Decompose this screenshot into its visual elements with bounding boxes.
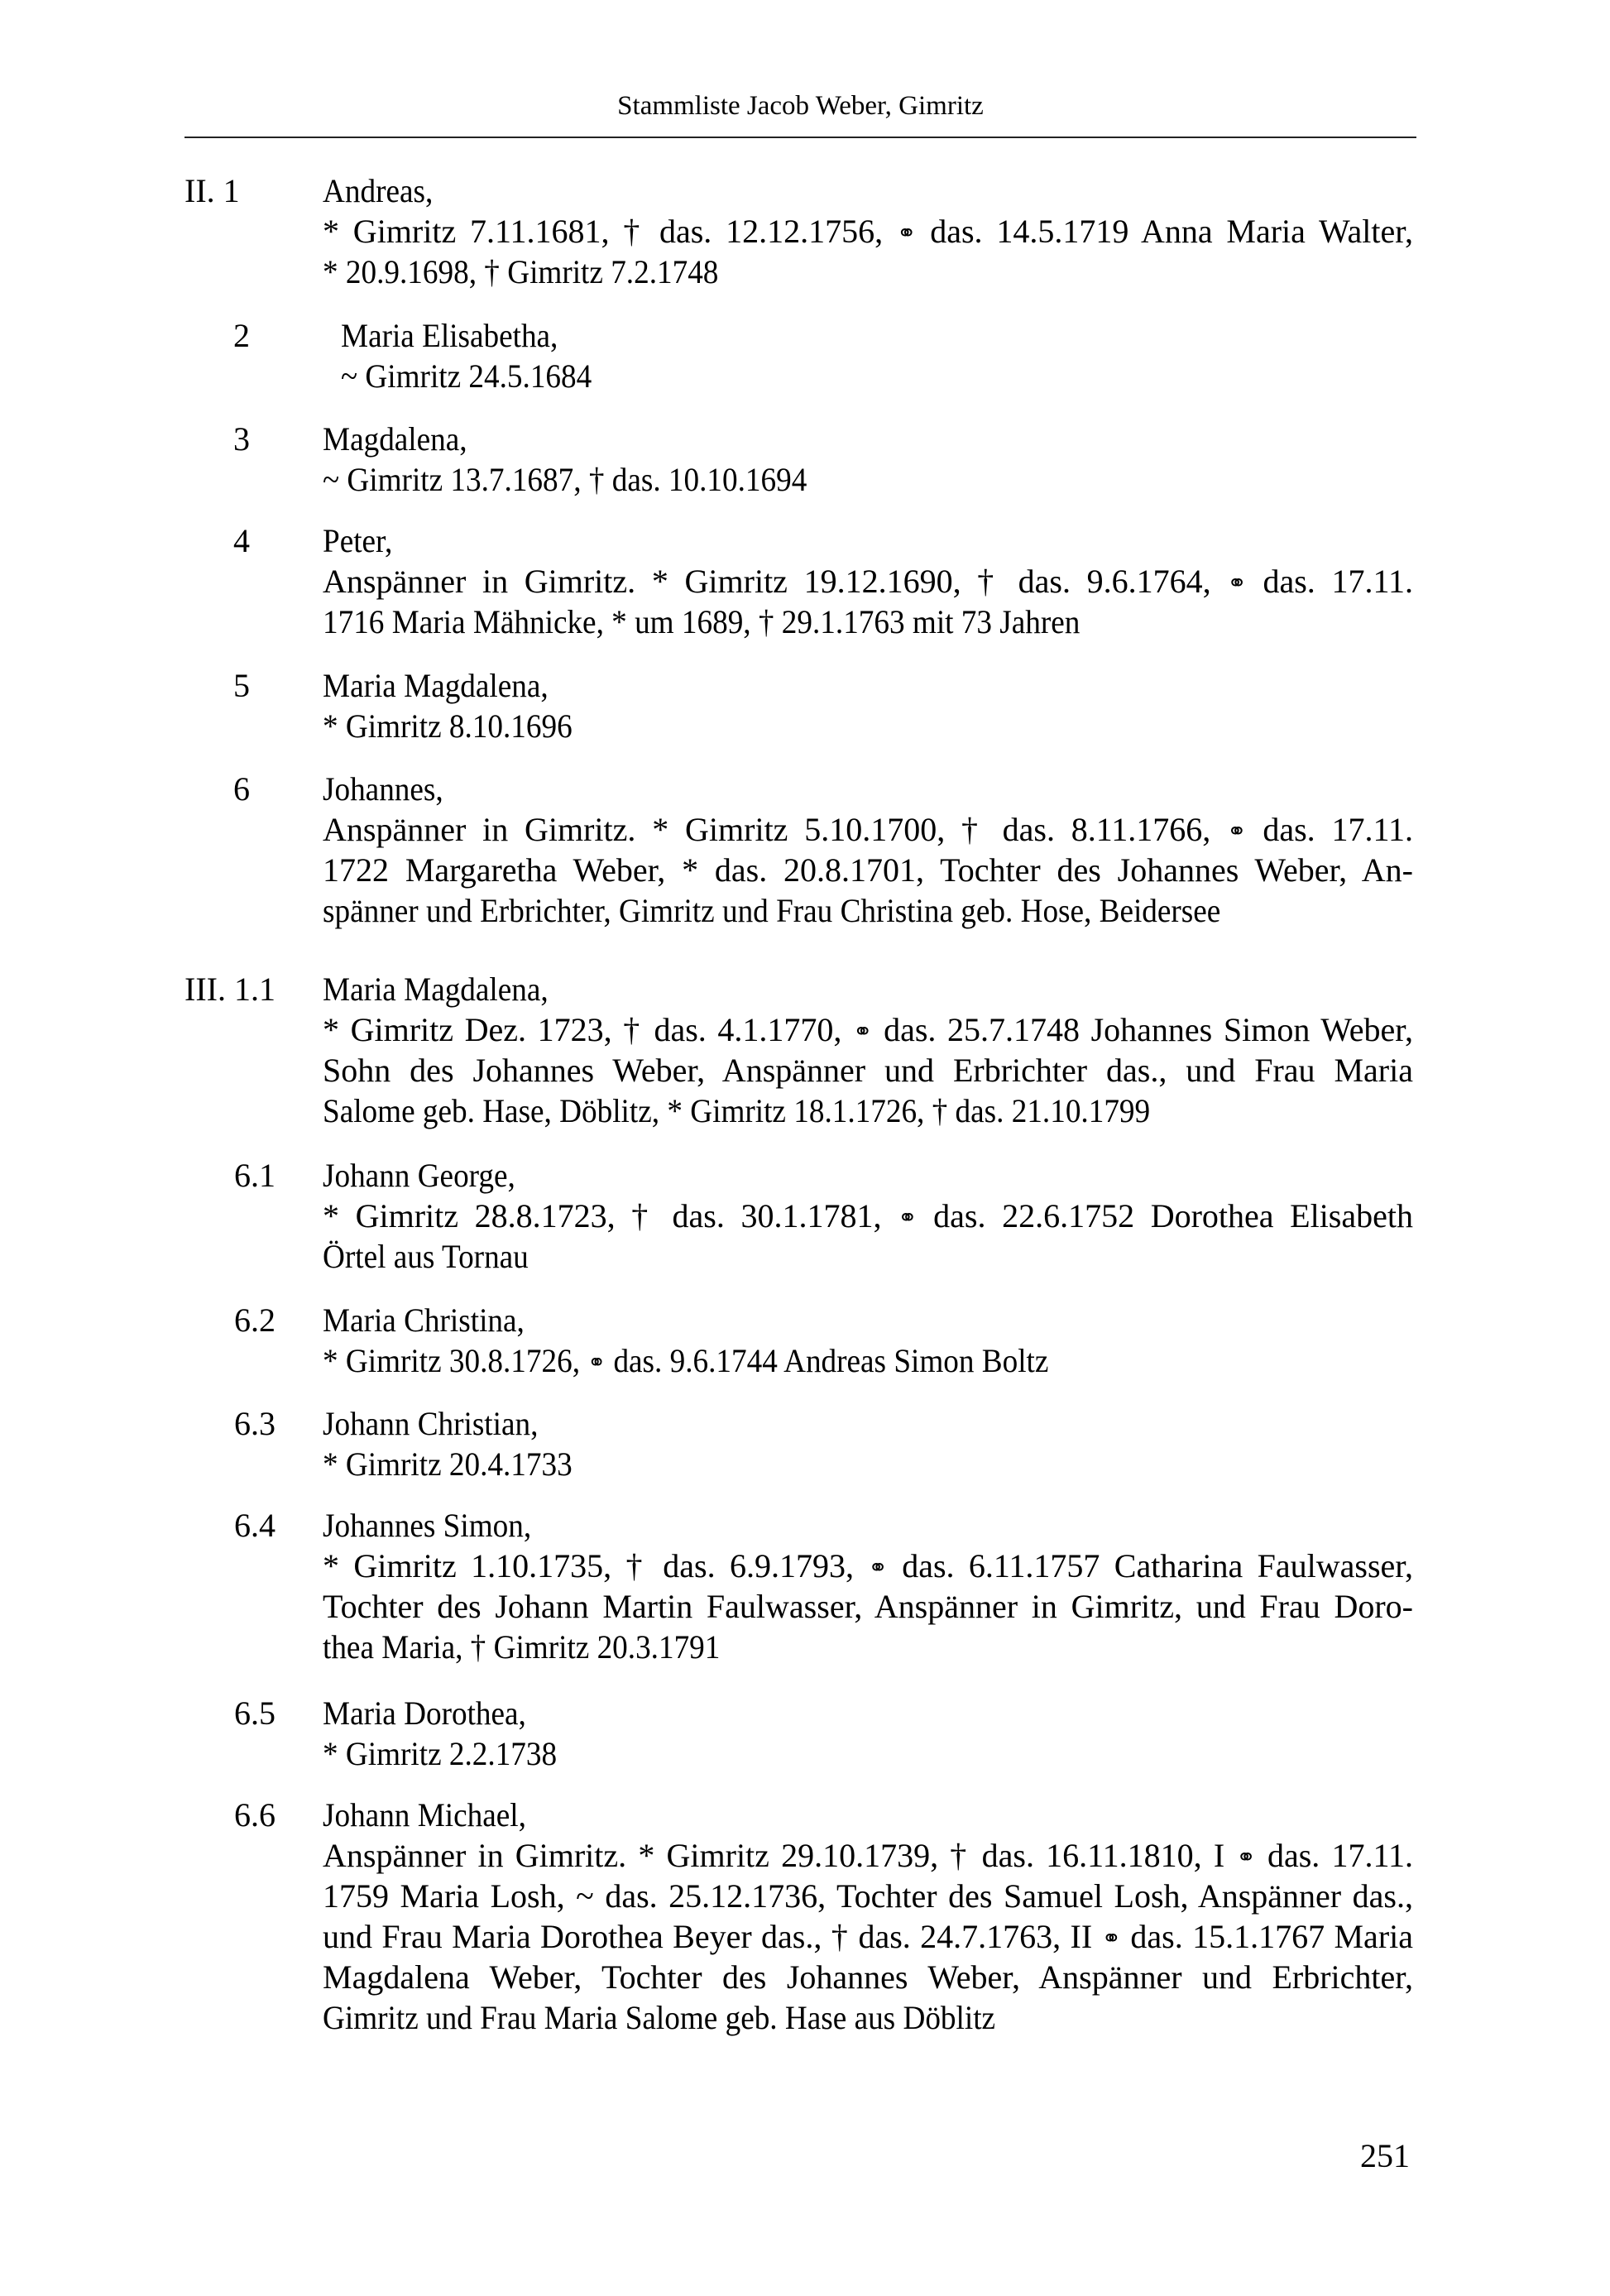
entry-line: * Gimritz 20.4.1733 — [323, 1445, 573, 1483]
person-name: Johann Christian, — [323, 1405, 539, 1442]
person-name: Maria Christina, — [323, 1301, 525, 1339]
person-name: Maria Magdalena, — [323, 971, 549, 1008]
person-name: Maria Dorothea, — [323, 1694, 526, 1732]
entry-number: III. 1.1 — [184, 971, 276, 1008]
married-icon: ⚭ — [587, 1349, 606, 1376]
entry-text — [323, 769, 1413, 931]
entry-line: Salome geb. Hase, Döblitz, * Gimritz 18.1.1726, † das. 21.10.1799 — [323, 1092, 1151, 1129]
entry-line: Anspänner in Gimritz. * Gimritz 19.12.1690, † das. 9.6.1764, ⚭ das. 17.11. — [323, 563, 1413, 600]
person-name: Johannes Simon, — [323, 1507, 532, 1544]
entry-line: * Gimritz 1.10.1735, † das. 6.9.1793, ⚭ das. 6.11.1757 Catharina Faulwasser, — [323, 1547, 1413, 1584]
married-icon: ⚭ — [1236, 1843, 1256, 1871]
entry-line: Örtel aus Tornau — [323, 1238, 529, 1275]
entry-text — [323, 170, 1413, 292]
entry-text — [323, 969, 1413, 1131]
entry-line: Gimritz und Frau Maria Salome geb. Hase aus Döblitz — [323, 1999, 996, 2036]
person-name: Maria Magdalena, — [323, 667, 549, 704]
entry-number: 2 — [233, 317, 250, 354]
entry-line: Anspänner in Gimritz. * Gimritz 5.10.1700, † das. 8.11.1766, ⚭ das. 17.11. — [323, 811, 1413, 848]
married-icon: ⚭ — [1227, 569, 1247, 597]
married-icon: ⚭ — [1227, 817, 1247, 845]
married-icon: ⚭ — [896, 219, 917, 247]
entry-text — [323, 419, 1413, 500]
entry-text — [323, 520, 1413, 642]
header-divider — [184, 137, 1416, 138]
entry-line: Anspänner in Gimritz. * Gimritz 29.10.1739, † das. 16.11.1810, I ⚭ das. 17.11. — [323, 1837, 1413, 1874]
married-icon: ⚭ — [868, 1554, 888, 1581]
entry-line: * 20.9.1698, † Gimritz 7.2.1748 — [323, 253, 719, 290]
entry-line: thea Maria, † Gimritz 20.3.1791 — [323, 1628, 721, 1666]
entry-line: ~ Gimritz 13.7.1687, † das. 10.10.1694 — [323, 461, 807, 498]
entry-text — [323, 1403, 1413, 1484]
entry-line: spänner und Erbrichter, Gimritz und Frau Christina geb. Hose, Beidersee — [323, 892, 1221, 929]
entry-number: II. 1 — [184, 172, 240, 209]
entry-line: 1759 Maria Losh, ~ das. 25.12.1736, Tochter des Samuel Losh, Anspänner das., — [323, 1877, 1413, 1915]
entry-number: 4 — [233, 522, 250, 559]
entry-number: 6.4 — [234, 1507, 276, 1544]
entry-line: ~ Gimritz 24.5.1684 — [341, 357, 592, 395]
person-name: Peter, — [323, 522, 393, 559]
entry-number: 6.6 — [234, 1796, 276, 1833]
married-icon: ⚭ — [898, 1204, 918, 1231]
entry-line: 1722 Margaretha Weber, * das. 20.8.1701, Tochter des Johannes Weber, An- — [323, 851, 1413, 889]
entry-number: 6.5 — [234, 1694, 276, 1732]
entry-line: und Frau Maria Dorothea Beyer das., † das. 24.7.1763, II ⚭ das. 15.1.1767 Maria — [323, 1918, 1413, 1955]
person-name: Johann George, — [323, 1157, 515, 1194]
entry-text — [323, 1505, 1413, 1667]
entry-line: * Gimritz 7.11.1681, † das. 12.12.1756, ⚭ das. 14.5.1719 Anna Maria Walter, — [323, 213, 1413, 250]
entry-line: * Gimritz 28.8.1723, † das. 30.1.1781, ⚭ das. 22.6.1752 Dorothea Elisabeth — [323, 1197, 1413, 1234]
entry-line: * Gimritz Dez. 1723, † das. 4.1.1770, ⚭ das. 25.7.1748 Johannes Simon Weber, — [323, 1011, 1413, 1048]
entry-line: Sohn des Johannes Weber, Anspänner und Erbrichter das., und Frau Maria — [323, 1052, 1413, 1089]
entry-number: 6 — [233, 770, 250, 808]
running-header: Stammliste Jacob Weber, Gimritz — [617, 91, 984, 121]
entry-text — [341, 315, 1413, 396]
entry-number: 5 — [233, 667, 250, 704]
entry-number: 3 — [233, 420, 250, 458]
person-name: Andreas, — [323, 172, 434, 209]
person-name: Magdalena, — [323, 420, 467, 458]
entry-line: Tochter des Johann Martin Faulwasser, Anspänner in Gimritz, und Frau Doro- — [323, 1588, 1413, 1625]
entry-line: Magdalena Weber, Tochter des Johannes Weber, Anspänner und Erbrichter, — [323, 1958, 1413, 1996]
married-icon: ⚭ — [853, 1018, 873, 1045]
entry-line: * Gimritz 8.10.1696 — [323, 707, 573, 745]
entry-line: * Gimritz 2.2.1738 — [323, 1735, 558, 1772]
entry-number: 6.1 — [234, 1157, 276, 1194]
entry-text — [323, 1795, 1413, 2038]
person-name: Johann Michael, — [323, 1796, 526, 1833]
person-name: Maria Elisabetha, — [341, 317, 558, 354]
entry-text — [323, 1155, 1413, 1277]
entry-text — [323, 1693, 1413, 1774]
page-number: 251 — [1360, 2137, 1410, 2174]
person-name: Johannes, — [323, 770, 443, 808]
entry-line: * Gimritz 30.8.1726, ⚭ das. 9.6.1744 Andreas Simon Boltz — [323, 1342, 1049, 1379]
entry-text — [323, 665, 1413, 746]
married-icon: ⚭ — [1101, 1925, 1122, 1952]
entry-line: 1716 Maria Mähnicke, * um 1689, † 29.1.1763 mit 73 Jahren — [323, 603, 1081, 640]
entry-text — [323, 1300, 1413, 1381]
entry-number: 6.3 — [234, 1405, 276, 1442]
entry-number: 6.2 — [234, 1301, 276, 1339]
